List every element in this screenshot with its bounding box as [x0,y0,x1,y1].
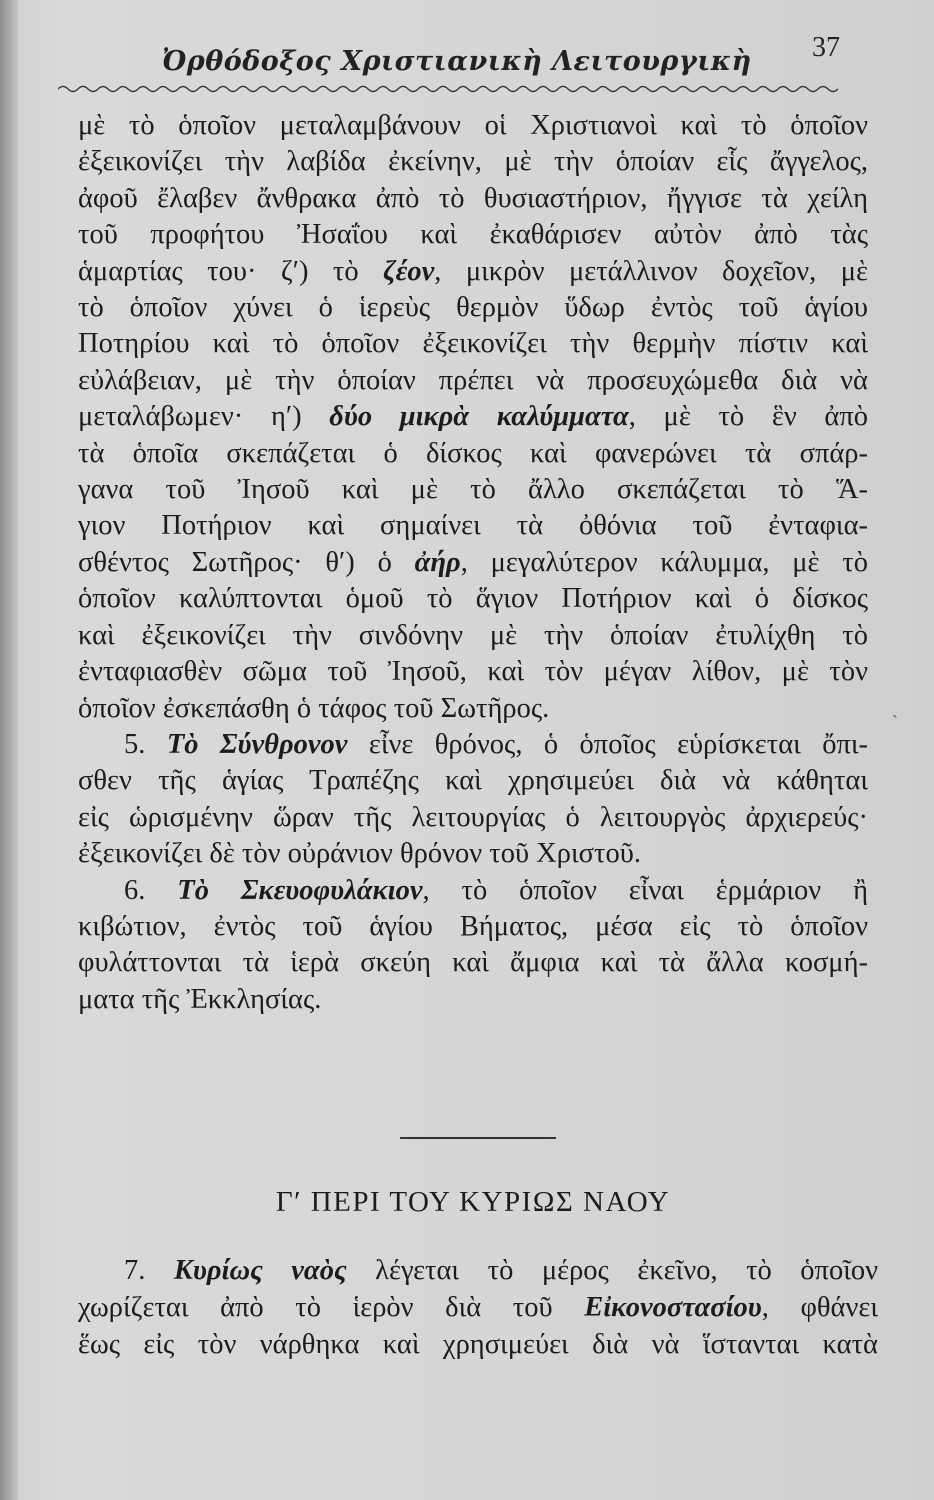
term-synthronon: Τὸ Σύνθρονον [166,728,348,760]
text-line: ἐνταφιασθὲν σῶμα τοῦ Ἰησοῦ, καὶ τὸν μέγαν λίθον, μὲ τὸν [78,656,868,688]
text-line [78,1252,878,1289]
text-segment: , μικρὸν μετάλλινον δοχεῖον, μὲ [434,255,868,287]
text-line: κιβώτιον, ἐντὸς τοῦ ἁγίου Βήματος, μέσα εἰς τὸ ὁποῖον [78,910,868,942]
text-line: γανα τοῦ Ἰησοῦ καὶ μὲ τὸ ἄλλο σκεπάζεται τὸ Ἅ- [78,474,868,506]
header-wavy-rule [58,84,838,94]
item-number: 6. [124,874,178,906]
text-line [78,545,868,581]
binding-edge [0,0,18,1500]
item-5-paragraph [78,727,868,873]
text-line: τοῦ προφήτου Ἠσαΐου καὶ ἐκαθάρισεν αὐτὸν ἀπὸ τὰς [78,219,868,251]
text-segment: λέγεται τὸ μέρος ἐκεῖνο, τὸ ὁποῖον [346,1255,878,1286]
text-line [78,727,868,763]
term-skevofylakion: Τὸ Σκευοφυλάκιον [177,874,423,906]
text-line: γιον Ποτήριον καὶ σημαίνει τὰ ὀθόνια τοῦ ἐνταφια- [78,510,868,542]
text-line [78,399,868,435]
text-line: ἕως εἰς τὸν νάρθηκα καὶ χρησιμεύει διὰ νὰ ἵστανται κατὰ [78,1329,878,1360]
text-line: καὶ ἐξεικονίζει τὴν σινδόνην μὲ τὴν ὁποίαν ἐτυλίχθη τὸ [78,619,868,651]
text-line: εὐλάβειαν, μὲ τὴν ὁποίαν πρέπει νὰ προσευχώμεθα διὰ νὰ [78,364,868,396]
text-line: τὸ ὁποῖον χύνει ὁ ἱερεὺς θερμὸν ὕδωρ ἐντὸς τοῦ ἁγίου [78,292,868,324]
paragraph-continued [78,108,868,727]
text-segment: , φθάνει [761,1292,878,1323]
text-line: ἐξεικονίζει δὲ τὸν οὐράνιον θρόνον τοῦ Χριστοῦ. [78,838,641,870]
page-header [120,26,840,96]
text-segment: , μεγαλύτερον κάλυμμα, μὲ τὸ [460,546,868,578]
text-line: ἀφοῦ ἔλαβεν ἄνθρακα ἀπὸ τὸ θυσιαστήριον, ἤγγισε τὰ χείλη [78,182,868,214]
term-two-small-covers: δύο μικρὰ καλύμματα [329,401,629,433]
text-line: τὰ ὁποῖα σκεπάζεται ὁ δίσκος καὶ φανερώνει τὰ σπάρ- [78,437,868,469]
text-segment: , μὲ τὸ ἓν ἀπὸ [628,401,868,433]
page-number: 37 [812,32,840,63]
item-6-paragraph [78,873,868,1019]
section-heading: Γ′ ΠΕΡΙ ΤΟΥ ΚΥΡΙΩΣ ΝΑΟΥ [275,1186,671,1218]
text-segment: μεταλάβωμεν· η′) [78,401,330,433]
text-line [78,1289,878,1326]
text-line: ὁποῖον ἐσκεπάσθη ὁ τάφος τοῦ Σωτῆρος. [78,692,550,724]
text-segment: σθέντος Σωτῆρος· θ′) ὁ [78,546,415,578]
text-line: εἰς ὡρισμένην ὥραν τῆς λειτουργίας ὁ λειτουργὸς ἀρχιερεύς· [78,801,868,833]
text-segment: , τὸ ὁποῖον εἶναι ἑρμάριον ἢ [422,874,869,906]
term-zeon: ζέον [383,255,435,287]
section-divider [400,1137,556,1139]
text-line: ματα τῆς Ἐκκλησίας. [78,983,322,1015]
text-line: ὁποῖον καλύπτονται ὁμοῦ τὸ ἅγιον Ποτήριον καὶ ὁ δίσκος [78,583,868,615]
term-aer: ἀήρ [414,546,461,578]
text-segment: ἁμαρτίας του· ζ′) τὸ [78,255,384,287]
text-line: φυλάττονται τὰ ἱερὰ σκεύη καὶ ἄμφια καὶ τὰ ἄλλα κοσμή- [78,947,868,979]
text-line: Ποτηρίου καὶ τὸ ὁποῖον ἐξεικονίζει τὴν θερμὴν πίστιν καὶ [78,328,868,360]
item-7-paragraph [78,1252,878,1363]
text-line [78,873,868,909]
text-line: μὲ τὸ ὁποῖον μεταλαμβάνουν οἱ Χριστιανοὶ καὶ τὸ ὁποῖον [78,110,868,141]
running-title: Ὀρθόδοξος Χριστιανικὴ Λειτουργικὴ [162,46,752,77]
term-eikonostasion: Εἰκονοστασίου [584,1292,762,1323]
text-line: ἐξεικονίζει τὴν λαβίδα ἐκείνην, μὲ τὴν ὁποίαν εἷς ἄγγελος, [78,146,868,178]
text-segment: εἶνε θρόνος, ὁ ὁποῖος εὑρίσκεται ὄπι- [347,728,869,760]
print-speck: ˎ [892,698,898,718]
body-text [78,108,868,1018]
term-kyrios-naos: Κυρίως ναὸς [173,1255,347,1286]
text-line: σθεν τῆς ἁγίας Τραπέζης καὶ χρησιμεύει διὰ νὰ κάθηται [78,765,868,797]
item-number: 7. [124,1255,174,1286]
item-number: 5. [124,728,167,760]
text-segment: χωρίζεται ἀπὸ τὸ ἱερὸν διὰ τοῦ [78,1292,585,1323]
text-line [78,254,868,290]
